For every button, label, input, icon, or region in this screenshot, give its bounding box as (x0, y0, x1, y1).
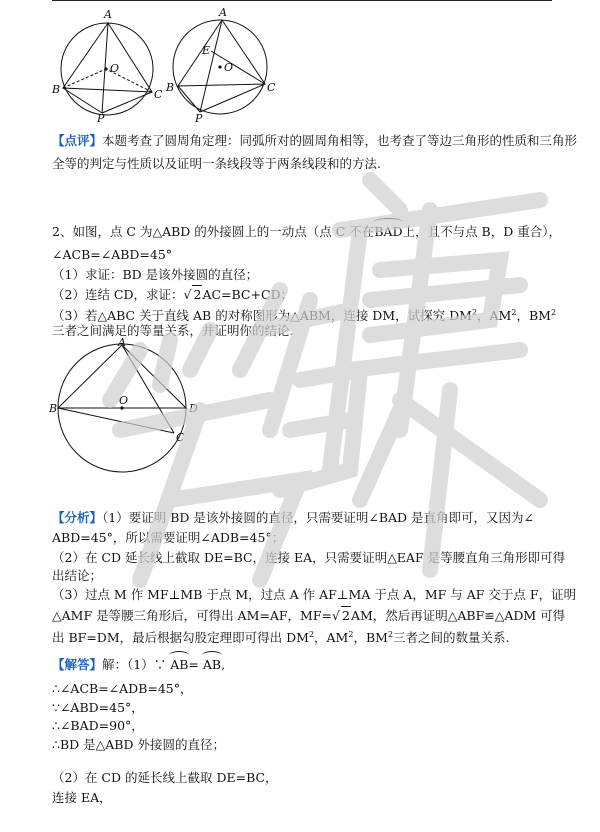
figure-2 (162, 4, 278, 125)
figure-3 (50, 338, 200, 478)
solution-line-6: （2）在 CD 的延长线上截取 DE=BC， (52, 770, 278, 785)
label-p: P (97, 112, 105, 125)
comment-line-2: 全等的判定与性质以及证明一条线段等于两条线段和的方法. (52, 156, 381, 171)
solution-line-5: ∴BD 是△ABD 外接圆的直径； (52, 737, 225, 752)
label-a: A (118, 336, 126, 349)
analysis-line-7: 出 BF=DM，最后根据勾股定理即可得出 $DM^2$，$AM^2$，$BM^2$三者之间的数量关系. (52, 630, 510, 646)
comment-line-1: 【点评】本题考查了圆周角定理：同弧所对的圆周角相等，也考查了等边三角形的性质和三角形 (52, 133, 578, 148)
question-2: （2）连结 CD，求证：√ 2AC=BC+CD； (52, 287, 294, 302)
label-a: A (219, 6, 227, 19)
question-3-cont: 三者之间满足的等量关系，并证明你的结论. (52, 323, 294, 338)
label-a: A (104, 8, 112, 21)
label-b: B (52, 83, 61, 96)
label-b: B (49, 402, 58, 415)
label-d: D (189, 402, 198, 415)
label-o: O (119, 394, 129, 407)
solution-tag: 【解答】 (52, 657, 103, 672)
solution-line-3: ∵∠ABD=45°， (52, 700, 144, 715)
label-o: O (110, 62, 120, 75)
solution-line-4: ∴∠BAD=90°， (52, 718, 144, 733)
analysis-line-1: 【分析】（1）要证明 BD 是该外接圆的直径，只需要证明∠BAD 是直角即可，又因为∠ (52, 510, 535, 525)
analysis-line-3: （2）在 CD 延长线上截取 DE=BC，连接 EA，只需要证明△EAF 是等腰直角三角形即可得 (52, 550, 566, 565)
label-c: C (176, 431, 185, 444)
analysis-line-6: △AMF 是等腰三角形后，可得出 AM=AF，MF=√ 2AM，然后再证明△ABF≌△ADM 可得 (52, 608, 566, 623)
problem-line-1: 2、如图，点 C 为△ABD 的外接圆上的一动点（点 C 不在BAD上，且不与点 B，D 重合）， (52, 224, 561, 239)
label-p: P (195, 112, 203, 125)
label-c: C (154, 88, 163, 101)
analysis-line-5: （3）过点 M 作 MF⊥MB 于点 M，过点 A 作 AF⊥MA 于点 A，MF 与 AF 交于点 F，证明 (52, 587, 577, 602)
solution-line-2: ∴∠ACB=∠ADB=45°， (52, 681, 193, 696)
solution-line-7: 连接 EA， (52, 790, 112, 805)
solution-line-1: 【解答】解：（1）∵ AB= AB, (52, 657, 226, 672)
label-o: O (224, 61, 234, 74)
analysis-tag: 【分析】 (52, 510, 103, 525)
analysis-line-2: ABD=45°，所以需要证明∠ADB=45°； (52, 530, 285, 545)
arc-bad: BAD (374, 224, 403, 239)
label-b: B (166, 81, 175, 94)
label-c: C (267, 81, 276, 94)
analysis-line-4: 出结论； (52, 568, 103, 583)
comment-tag: 【点评】 (52, 133, 103, 148)
question-1: （1）求证：BD 是该外接圆的直径； (52, 267, 259, 282)
top-rule (52, 0, 552, 1)
figure-1 (50, 4, 165, 125)
problem-line-2: ∠ACB=∠ABD=45° (52, 247, 173, 262)
question-3: （3）若△ABC 关于直线 AB 的对称图形为△ABM，连接 DM，试探究 $DM^2$，$AM^2$，$BM^2$ (52, 308, 557, 324)
label-e: E (202, 44, 211, 57)
